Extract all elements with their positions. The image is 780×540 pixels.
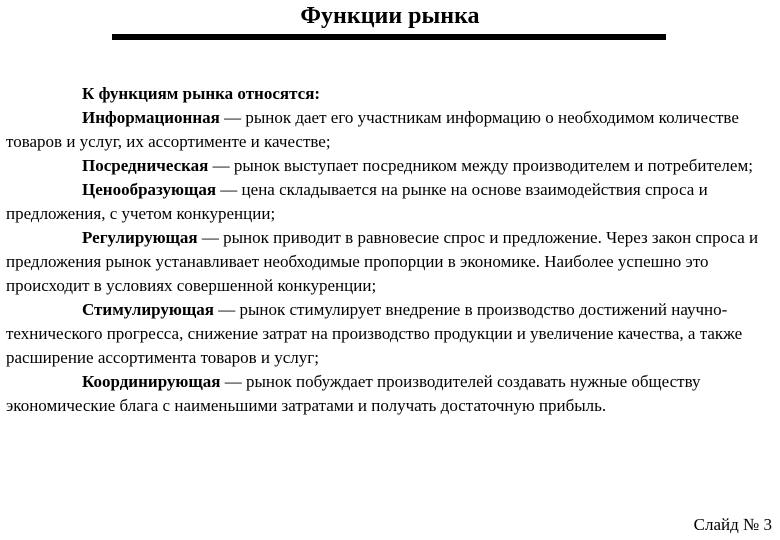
function-name: Посредническая: [82, 156, 209, 175]
function-name: Регулирующая: [82, 228, 198, 247]
function-pricing: [6, 178, 776, 226]
function-name: Стимулирующая: [82, 300, 214, 319]
function-name: Информационная: [82, 108, 220, 127]
function-informational: [6, 106, 776, 154]
slide-body: [6, 82, 776, 418]
intro-line: К функциям рынка относятся:: [82, 84, 321, 103]
function-description: — цена складывается на рынке на основе взаимодействия спроса и предложения, с учетом конкуренции;: [6, 180, 708, 223]
function-regulating: [6, 226, 776, 298]
function-description: — рынок приводит в равновесие спрос и предложение. Через закон спроса и предложения рынок устанавливает необходимые пропорции в экономике. Наиболее успешно это происходит в условиях совершенной конкуренции;: [6, 228, 759, 295]
title-underline: [112, 34, 666, 40]
function-stimulating: [6, 298, 776, 370]
slide-number: Слайд № 3: [693, 515, 772, 534]
function-description: — рынок дает его участникам информацию о необходимом количестве товаров и услуг, их ассортименте и качестве;: [6, 108, 739, 151]
function-description: — рынок выступает посредником между производителем и потребителем;: [208, 156, 753, 175]
function-coordinating: [6, 370, 776, 418]
function-name: Ценообразующая: [82, 180, 217, 199]
function-name: Координирующая: [82, 372, 221, 391]
function-description: — рынок побуждает производителей создавать нужные обществу экономические блага с наименьшими затратами и получать достаточную прибыль.: [6, 372, 701, 415]
slide-title: Функции рынка: [300, 3, 480, 29]
function-description: — рынок стимулирует внедрение в производство достижений научно-технического прогресса, снижение затрат на производство продукции и увеличение качества, а также расширение ассортимента товаров и услуг;: [6, 300, 743, 367]
function-intermediary: [6, 154, 776, 178]
